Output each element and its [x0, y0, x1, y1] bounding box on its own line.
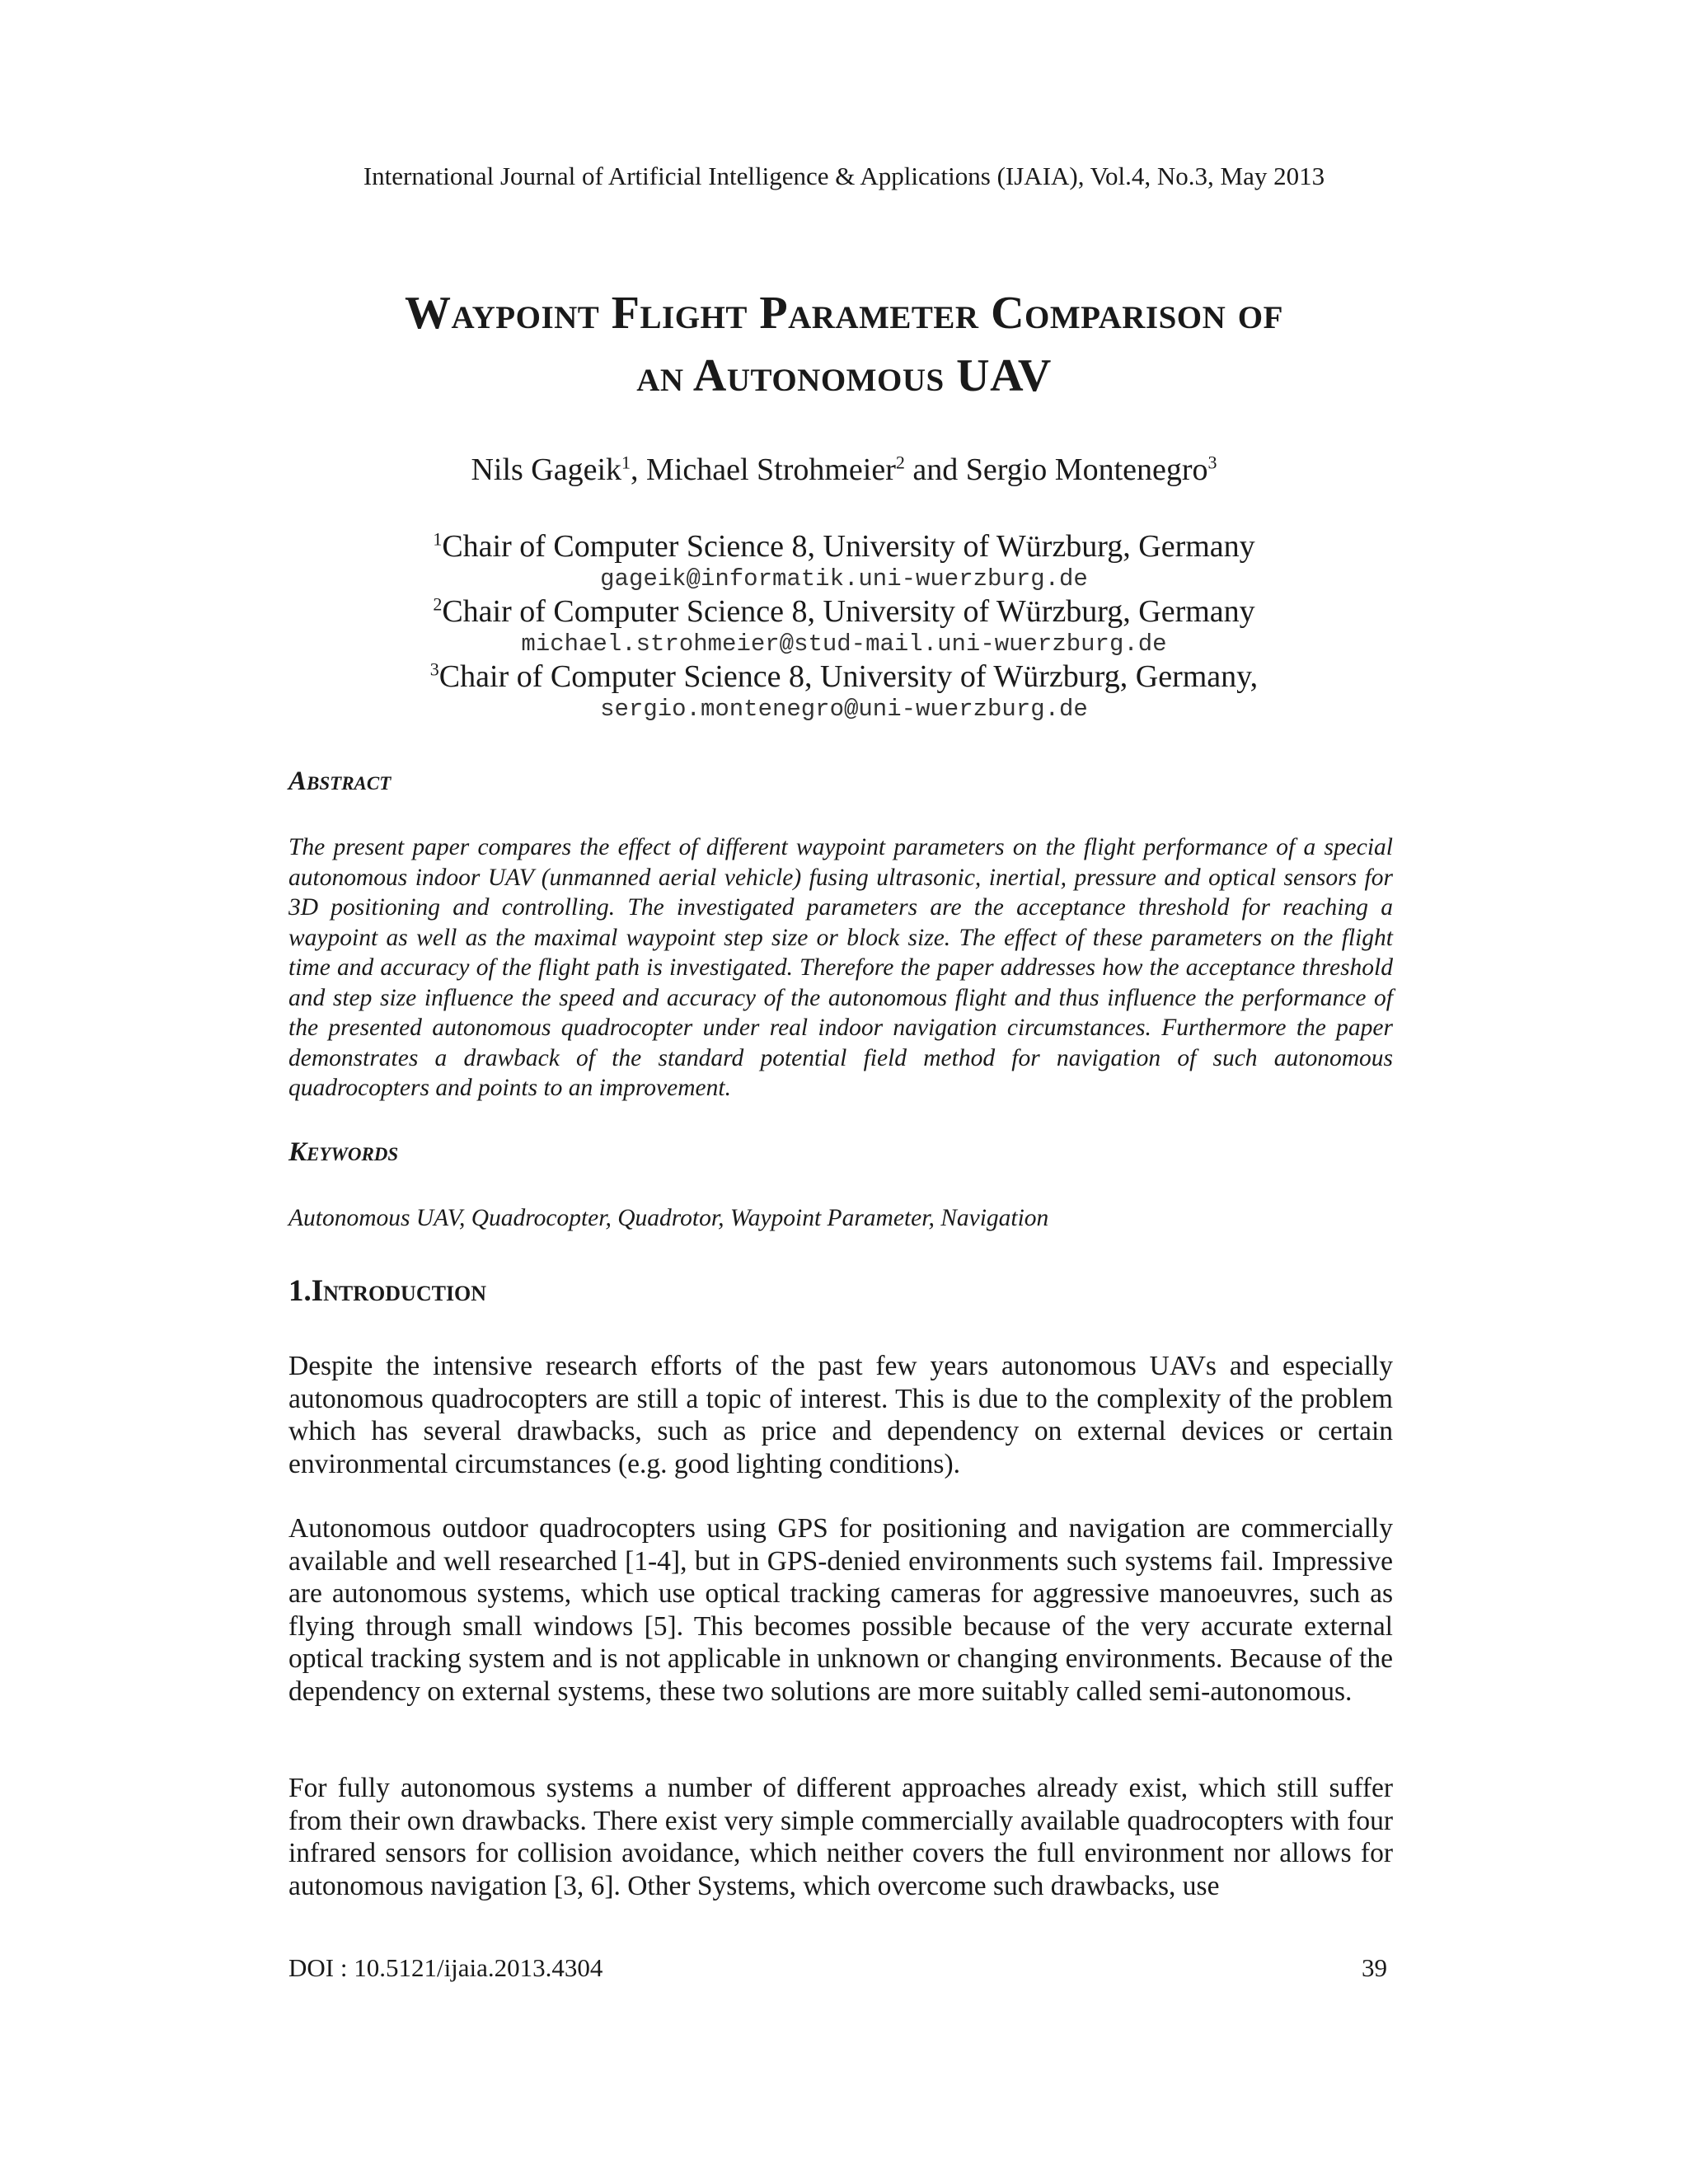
affiliation-line — [0, 593, 1688, 630]
author-name: Nils Gageik — [471, 452, 622, 487]
page-number: 39 — [1362, 1953, 1387, 1982]
author-separator: , — [631, 452, 647, 487]
affiliation-text: Chair of Computer Science 8, University of Würzburg, Germany, — [438, 659, 1259, 694]
section-heading-introduction: 1.Introduction — [288, 1274, 487, 1308]
affiliation-mark: 1 — [433, 528, 443, 550]
affiliation-mark: 2 — [433, 593, 443, 615]
affiliation-line — [0, 658, 1688, 696]
body-paragraph: Despite the intensive research efforts of the past few years autonomous UAVs and especially autonomous quadrocopters are still a topic of interest. This is due to the complexity of the problem which has several drawbacks, such as price and dependency on external devices or certain environmental circumstances (e.g. good lighting conditions). — [288, 1351, 1393, 1479]
keywords-heading: Keywords — [288, 1137, 399, 1167]
paper-title — [0, 282, 1688, 407]
keywords-text: Autonomous UAV, Quadrocopter, Quadrotor, Waypoint Parameter, Navigation — [288, 1205, 1049, 1231]
abstract-text: The present paper compares the effect of different waypoint parameters on the flight performance of a special autonomous indoor UAV (unmanned aerial vehicle) fusing ultrasonic, inertial, pressure and optical sensors for 3D positioning and controlling. The investigated parameters are the acceptance threshold for reaching a waypoint as well as the maximal waypoint step size or block size. The effect of these parameters on the flight time and accuracy of the flight path is investigated. Therefore the paper addresses how the acceptance threshold and step size influence the speed and accuracy of the autonomous flight and thus influence the performance of the presented autonomous quadrocopter under real indoor navigation circumstances. Furthermore the paper demonstrates a drawback of the standard potential field method for navigation of such autonomous quadrocopters and points to an improvement. — [288, 834, 1393, 1101]
abstract-heading: Abstract — [288, 766, 392, 796]
title-line-2: an Autonomous UAV — [636, 350, 1052, 401]
author-list — [0, 452, 1688, 488]
body-paragraph: For fully autonomous systems a number of different approaches already exist, which still suffer from their own drawbacks. There exist very simple commercially available quadrocopters with four infrared sensors for collision avoidance, which neither covers the full environment nor allows for autonomous navigation [3, 6]. Other Systems, which overcome such drawbacks, use — [288, 1773, 1393, 1901]
affiliation-block — [0, 527, 1688, 723]
author-email[interactable]: gageik@informatik.uni-wuerzburg.de — [600, 565, 1088, 593]
author-affiliation-mark: 1 — [621, 452, 631, 473]
footer-doi: DOI : 10.5121/ijaia.2013.4304 — [288, 1953, 603, 1982]
affiliation-line — [0, 527, 1688, 565]
affiliation-text: Chair of Computer Science 8, University of Würzburg, Germany — [442, 529, 1255, 564]
affiliation-text: Chair of Computer Science 8, University of Würzburg, Germany — [442, 594, 1255, 629]
affiliation-mark: 3 — [429, 658, 439, 680]
author-name: Sergio Montenegro — [965, 452, 1208, 487]
body-paragraph: Autonomous outdoor quadrocopters using GPS for positioning and navigation are commercially available and well researched [1-4], but in GPS-denied environments such systems fail. Impressive are autonomous systems, which use optical tracking cameras for aggressive manoeuvres, such as flying through small windows [5]. This becomes possible because of the very accurate external optical tracking system and is not applicable in unknown or changing environments. Because of the dependency on external systems, these two solutions are more suitably called semi-autonomous. — [288, 1513, 1393, 1707]
author-affiliation-mark: 3 — [1207, 452, 1217, 473]
author-email[interactable]: michael.strohmeier@stud-mail.uni-wuerzburg.de — [521, 630, 1167, 658]
author-separator: and — [904, 452, 966, 487]
author-email[interactable]: sergio.montenegro@uni-wuerzburg.de — [600, 696, 1088, 723]
author-name: Michael Strohmeier — [646, 452, 896, 487]
title-line-1: Waypoint Flight Parameter Comparison of — [405, 288, 1283, 339]
running-head: International Journal of Artificial Intelligence & Applications (IJAIA), Vol.4, No.3, May 2013 — [363, 162, 1325, 190]
author-affiliation-mark: 2 — [895, 452, 905, 473]
